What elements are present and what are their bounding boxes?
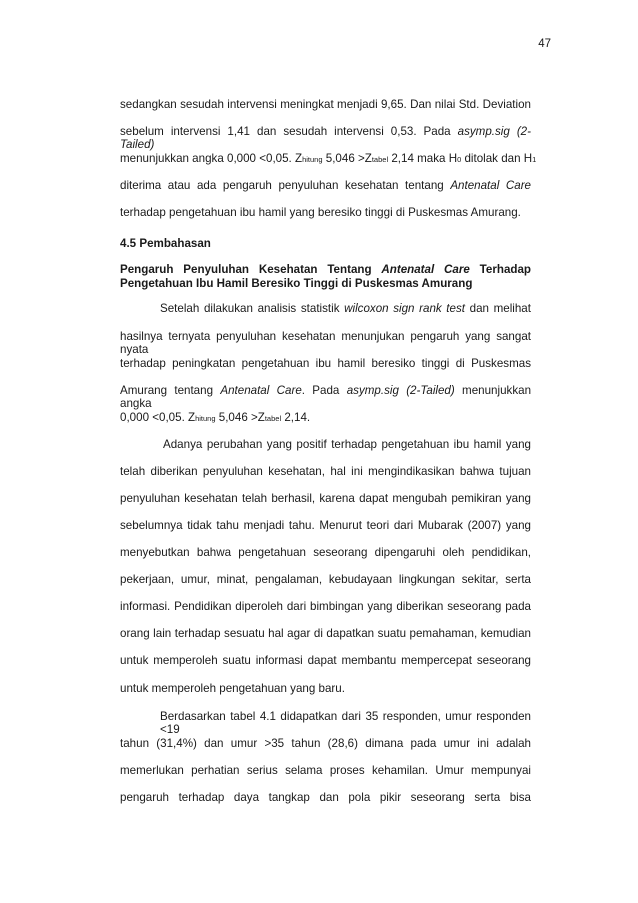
text-run: 5,046 >Z <box>215 411 265 424</box>
italic-term: Antenatal Care <box>450 179 532 192</box>
paragraph-discussion-2 <box>120 492 531 505</box>
subscript: 1 <box>532 155 537 164</box>
paragraph-results-line-3 <box>120 152 537 165</box>
paragraph-analysis <box>120 302 531 315</box>
paragraph-analysis-line-3 <box>120 357 531 370</box>
subheading-line <box>120 263 531 276</box>
subscript: hitung <box>195 414 216 423</box>
text-run: menunjukkan angka 0,000 <0,05. Z <box>120 152 303 165</box>
text-run: . Pada <box>301 384 347 397</box>
text-line: terhadap pengetahuan ibu hamil yang beresiko tinggi di Puskesmas Amurang. <box>120 206 521 219</box>
paragraph-discussion-0 <box>120 438 531 451</box>
italic-term: asymp.sig (2-Tailed) <box>120 125 531 151</box>
italic-term: Antenatal Care <box>381 263 470 276</box>
paragraph-age-3 <box>120 791 531 804</box>
subscript: tabel <box>264 414 282 423</box>
subheading-line: Pengetahuan Ibu Hamil Beresiko Tinggi di Puskesmas Amurang <box>120 277 473 290</box>
subheading <box>120 263 531 290</box>
paragraph-results-line-2 <box>120 125 531 151</box>
text-line: menyebutkan bahwa pengetahuan seseorang dipengaruhi oleh pendidikan, <box>120 546 531 559</box>
text-line: penyuluhan kesehatan telah berhasil, karena dapat mengubah pemikiran yang <box>120 492 531 505</box>
text-line: informasi. Pendidikan diperoleh dari bimbingan yang diberikan seseorang pada <box>120 600 531 613</box>
text-line: Berdasarkan tabel 4.1 didapatkan dari 35 responden, umur responden <19 <box>160 710 531 736</box>
text-run: Terhadap <box>469 263 532 276</box>
paragraph-discussion-5 <box>120 573 531 586</box>
text-line: memerlukan perhatian serius selama proses kehamilan. Umur mempunyai <box>120 764 531 777</box>
text-line: pengaruh terhadap daya tangkap dan pola pikir seseorang serta bisa <box>120 791 531 804</box>
paragraph-age-0 <box>120 710 531 736</box>
paragraph-results-line-5 <box>120 206 531 219</box>
text-line: untuk memperoleh suatu informasi dapat membantu mempercepat seseorang <box>120 654 531 667</box>
text-line: terhadap peningkatan pengetahuan ibu hamil beresiko tinggi di Puskesmas <box>120 357 531 370</box>
text-line <box>120 179 531 192</box>
text-line <box>120 152 537 165</box>
text-line: orang lain terhadap sesuatu hal agar di dapatkan suatu pemahaman, kemudian <box>120 627 531 640</box>
text-run: Amurang tentang <box>120 384 221 397</box>
text-run: Setelah dilakukan analisis statistik <box>160 302 345 315</box>
paragraph-discussion-3 <box>120 519 531 532</box>
text-line: untuk memperoleh pengetahuan yang baru. <box>120 682 345 695</box>
paragraph-analysis-line-2 <box>120 330 531 356</box>
text-line <box>120 411 531 424</box>
paragraph-discussion-4 <box>120 546 531 559</box>
paragraph-analysis-line-5 <box>120 411 531 424</box>
paragraph-discussion-1 <box>120 465 531 478</box>
text-line <box>120 125 531 151</box>
text-run: diterima atau ada pengaruh penyuluhan kesehatan tentang <box>120 179 451 192</box>
section-heading <box>120 237 531 250</box>
text-run: 5,046 >Z <box>322 152 372 165</box>
text-run: dan melihat <box>465 302 531 315</box>
paragraph-results <box>120 98 531 111</box>
text-line: pekerjaan, umur, minat, pengalaman, kebudayaan lingkungan sekitar, serta <box>120 573 531 586</box>
paragraph-analysis-line-4 <box>120 384 532 410</box>
paragraph-results-line-4 <box>120 179 531 192</box>
italic-term: Antenatal Care <box>220 384 302 397</box>
text-run: menunjukkan angka <box>120 384 532 410</box>
text-run: sebelum intervensi 1,41 dan sesudah intervensi 0,53. Pada <box>120 125 458 138</box>
text-line <box>120 384 532 410</box>
text-line <box>120 302 531 315</box>
text-run: 2,14. <box>281 411 311 424</box>
text-run: Pengaruh Penyuluhan Kesehatan Tentang <box>120 263 382 276</box>
text-run: ditolak dan H <box>461 152 533 165</box>
italic-term: wilcoxon sign rank test <box>344 302 465 315</box>
text-line: telah diberikan penyuluhan kesehatan, hal ini mengindikasikan bahwa tujuan <box>120 465 531 478</box>
paragraph-discussion-6 <box>120 600 531 613</box>
paragraph-discussion-7 <box>120 627 531 640</box>
text-line: tahun (31,4%) dan umur >35 tahun (28,6) dimana pada umur ini adalah <box>120 737 531 750</box>
text-line: hasilnya ternyata penyuluhan kesehatan menunjukan pengaruh yang sangat nyata <box>120 330 531 356</box>
subscript: tabel <box>371 155 389 164</box>
italic-term: asymp.sig (2-Tailed) <box>346 384 455 397</box>
subscript: hitung <box>302 155 323 164</box>
paragraph-age-2 <box>120 764 531 777</box>
subscript: 0 <box>457 155 462 164</box>
page-number: 47 <box>538 38 551 50</box>
text-line: sebelumnya tidak tahu menjadi tahu. Menurut teori dari Mubarak (2007) yang <box>120 519 531 532</box>
text-run: 0,000 <0,05. Z <box>120 411 196 424</box>
heading-text: 4.5 Pembahasan <box>120 237 211 250</box>
text-line: sedangkan sesudah intervensi meningkat menjadi 9,65. Dan nilai Std. Deviation <box>120 98 531 111</box>
paragraph-age-1 <box>120 737 531 750</box>
text-run: 2,14 maka H <box>388 152 458 165</box>
paragraph-discussion-8 <box>120 654 531 667</box>
paragraph-discussion-9 <box>120 682 531 695</box>
text-line: Adanya perubahan yang positif terhadap pengetahuan ibu hamil yang <box>163 438 531 451</box>
